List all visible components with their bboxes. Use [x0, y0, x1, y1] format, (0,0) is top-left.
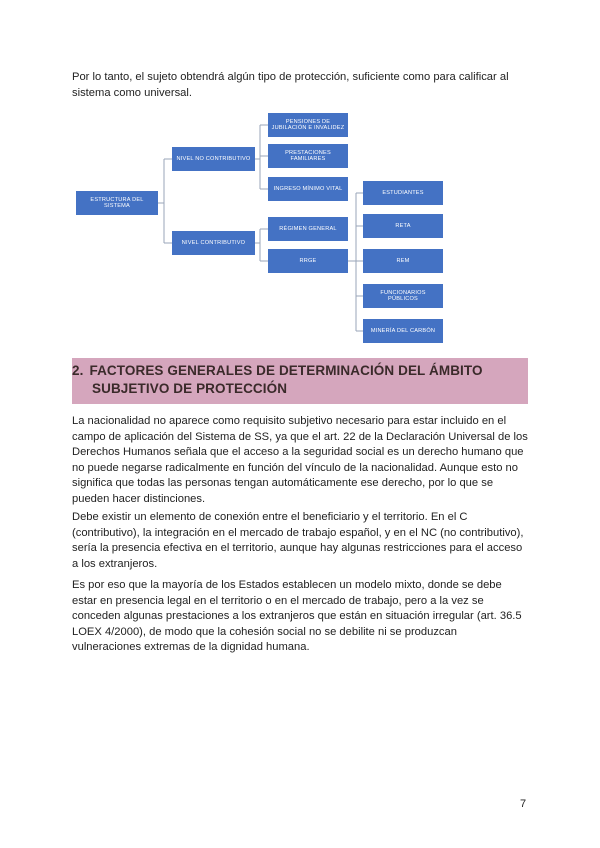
diagram-node-ingreso-minimo: INGRESO MÍNIMO VITAL — [268, 177, 348, 201]
diagram-node-regimen-general: RÉGIMEN GENERAL — [268, 217, 348, 241]
diagram-node-no-contributivo: NIVEL NO CONTRIBUTIVO — [172, 147, 255, 171]
body-paragraph-2: Debe existir un elemento de conexión entre el beneficiario y el territorio. En el C (contributivo), la integración en el mercado de trabajo español, y en el NC (no contributivo), sería la presencia efectiva en el territorio, aunque hay algunas restricciones para el acceso a los extranjeros. — [72, 511, 524, 570]
body-paragraph-1: La nacionalidad no aparece como requisito subjetivo necesario para estar incluido en el campo de aplicación del Sistema de SS, ya que el art. 22 de la Declaración Universal de los Derechos Humanos señala que el acceso a la seguridad social es un derecho humano que no puede negarse radicalmente en función del vínculo de la nacionalidad. Aunque esto no significa que todas las personas tengan automáticamente ese derecho, por lo que se pueden hacer distinciones. — [72, 415, 528, 505]
diagram-node-root: ESTRUCTURA DEL SISTEMA — [76, 191, 158, 215]
intro-paragraph: Por lo tanto, el sujeto obtendrá algún tipo de protección, suficiente como para calificar al sistema como universal. — [72, 71, 509, 99]
section-number: 2. — [72, 363, 84, 378]
diagram-node-pensiones: PENSIONES DE JUBILACIÓN E INVALIDEZ — [268, 113, 348, 137]
diagram-node-estudiantes: ESTUDIANTES — [363, 181, 443, 205]
section-title: FACTORES GENERALES DE DETERMINACIÓN DEL ÁMBITO SUBJETIVO DE PROTECCIÓN — [89, 363, 483, 396]
diagram-node-contributivo: NIVEL CONTRIBUTIVO — [172, 231, 255, 255]
diagram-node-funcionarios: FUNCIONARIOS PÚBLICOS — [363, 284, 443, 308]
section-heading — [72, 362, 512, 398]
body-paragraph-3: Es por eso que la mayoría de los Estados establecen un modelo mixto, donde se debe estar en presencia legal en el territorio o en el mercado de trabajo, pero a la vez se conceden algunas prestaciones a los extranjeros que están en situación irregular (art. 36.5 LOEX 4/2000), de modo que la cohesión social no se debilite ni se produzcan vulneraciones extremas de la dignidad humana. — [72, 579, 522, 654]
diagram-node-mineria: MINERÍA DEL CARBÓN — [363, 319, 443, 343]
diagram-node-prestaciones-familiares: PRESTACIONES FAMILIARES — [268, 144, 348, 168]
diagram-node-reta: RETA — [363, 214, 443, 238]
page-number: 7 — [520, 798, 527, 810]
diagram-node-rem: REM — [363, 249, 443, 273]
diagram-node-rrge: RRGE — [268, 249, 348, 273]
